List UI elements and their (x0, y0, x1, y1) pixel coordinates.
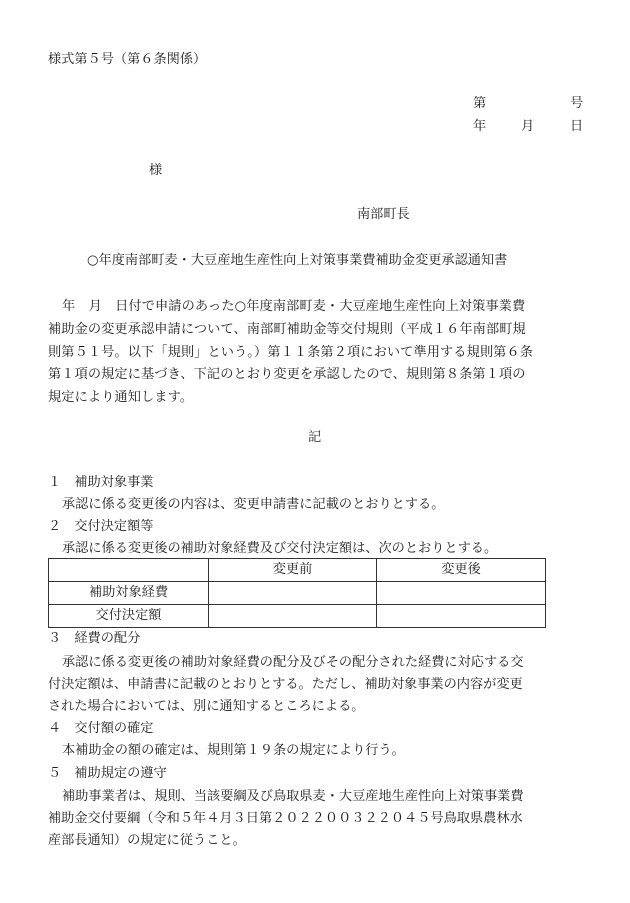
item-3-body (48, 652, 593, 718)
item-4-body (48, 740, 593, 762)
item-body-line: 産部長通知）の規定に従うこと。 (48, 833, 246, 848)
addressee-sama: 様 (149, 163, 163, 178)
item-3-heading: ３ 経費の配分 (48, 631, 141, 646)
item-1-heading: １ 補助対象事業 (48, 475, 154, 490)
item-5-body (48, 786, 593, 852)
table-row (49, 605, 546, 628)
intro-line: 年 月 日付で申請のあった○年度南部町麦・大豆産地生産性向上対策事業費 (62, 299, 526, 314)
table-row-label: 交付決定額 (49, 605, 209, 628)
table-header-row (49, 559, 546, 582)
item-body-line: 補助金交付要綱（令和５年４月３日第２０２２００３２２０４５号鳥取県農林水 (48, 811, 523, 826)
intro-line: 第１項の規定に基づき、下記のとおり変更を承認したので、規則第８条第１項の (48, 367, 526, 383)
intro-line: 補助金の変更承認申請について、南部町補助金等交付規則（平成１６年南部町規 (48, 321, 526, 337)
table-cell-after (377, 582, 546, 605)
item-body-line: 承認に係る変更後の補助対象経費の配分及びその配分された経費に対応する交 (62, 655, 524, 670)
intro-paragraph (48, 296, 588, 410)
item-2-heading: ２ 交付決定額等 (48, 519, 154, 534)
item-body-line: 付決定額は、申請書に記載のとおりとする。ただし、補助対象事業の内容が変更 (48, 677, 523, 692)
item-body-line: 承認に係る変更後の内容は、変更申請書に記載のとおりとする。 (62, 497, 445, 512)
doc-number-prefix: 第 (473, 96, 487, 111)
date-day: 日 (570, 119, 584, 134)
table-row (49, 582, 546, 605)
item-body-line: 補助事業者は、規則、当該要綱及び鳥取県麦・大豆産地生産性向上対策事業費 (62, 789, 524, 804)
table-header-cell: 変更後 (377, 559, 546, 582)
table-header-cell (49, 559, 209, 582)
form-number: 様式第５号（第６条関係） (48, 52, 207, 67)
intro-line: 則第５１号。以下「規則」という。）第１１条第２項において準用する規則第６条 (48, 344, 534, 360)
item-body-line: 本補助金の額の確定は、規則第１９条の規定により行う。 (62, 743, 405, 758)
table-cell-before (209, 605, 377, 628)
ki-heading: 記 (308, 430, 322, 445)
table-cell-before (209, 582, 377, 605)
issuer-name: 南部町長 (357, 207, 410, 222)
item-5-heading: ５ 補助規定の遵守 (48, 766, 167, 781)
amount-table (48, 558, 546, 628)
intro-line: 規定により通知します。 (48, 390, 194, 406)
doc-number-suffix: 号 (570, 96, 584, 111)
date-month: 月 (521, 119, 535, 134)
table-header-cell: 変更前 (209, 559, 377, 582)
table-cell-after (377, 605, 546, 628)
table-row-label: 補助対象経費 (49, 582, 209, 605)
document-title: ○年度南部町麦・大豆産地生産性向上対策事業費補助金変更承認通知書 (87, 253, 508, 268)
item-2-body (48, 538, 593, 560)
item-1-body (48, 494, 593, 516)
date-year: 年 (473, 119, 487, 134)
item-body-line: された場合においては、別に通知するところによる。 (48, 699, 365, 714)
item-body-line: 承認に係る変更後の補助対象経費及び交付決定額は、次のとおりとする。 (62, 541, 498, 556)
item-4-heading: ４ 交付額の確定 (48, 721, 154, 736)
